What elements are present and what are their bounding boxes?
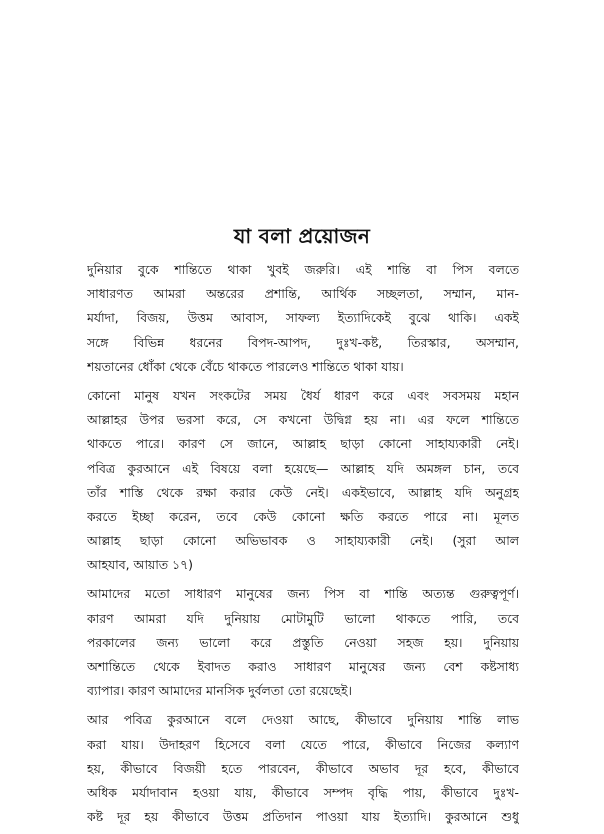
text-line: অধিক মর্যাদাবান হওয়া যায়, কীভাবে সম্পদ বৃদ্ধি পায়, কীভাবে দুঃখ- bbox=[87, 784, 519, 800]
text-line: কারণ আমরা যদি দুনিয়ায় মোটামুটি ভালো থাকতে পারি, তবে bbox=[87, 610, 519, 626]
text-line: আর পবিত্র কুরআনে বলে দেওয়া আছে, কীভাবে দুনিয়ায় শান্তি লাভ bbox=[87, 712, 519, 728]
text-line: দুনিয়ার বুকে শান্তিতে থাকা খুবই জরুরি। এই শান্তি বা পিস বলতে bbox=[87, 262, 519, 277]
text-line: পবিত্র কুরআনে এই বিষয়ে বলা হয়েছে— আল্লাহ যদি অমঙ্গল চান, তবে bbox=[87, 460, 519, 476]
paragraph-1 bbox=[87, 258, 519, 379]
text-line: ব্যাপার। কারণ আমাদের মানসিক দুর্বলতা তো রয়েছেই। bbox=[87, 683, 352, 699]
text-line: আল্লাহর উপর ভরসা করে, সে কখনো উদ্বিগ্ন হয় না। এর ফলে শান্তিতে bbox=[87, 412, 519, 428]
text-line: কোনো মানুষ যখন সংকটের সময় ধৈর্য ধারণ করে এবং সবসময় মহান bbox=[87, 387, 519, 403]
paragraph-4 bbox=[87, 708, 519, 829]
page-title: যা বলা প্রয়োজন bbox=[233, 224, 371, 248]
paragraph-2 bbox=[87, 384, 519, 578]
text-line: শয়তানের ধোঁকা থেকে বেঁচে থাকতে পারলেও শান্তিতে থাকা যায়। bbox=[87, 358, 404, 374]
text-line: তাঁর শাস্তি থেকে রক্ষা করার কেউ নেই। একইভাবে, আল্লাহ যদি অনুগ্রহ bbox=[87, 484, 519, 500]
text-line: থাকতে পারে। কারণ সে জানে, আল্লাহ ছাড়া কোনো সাহায্যকারী নেই। bbox=[87, 436, 519, 452]
text-line: মর্যাদা, বিজয়, উত্তম আবাস, সাফল্য ইত্যাদিকেই বুঝে থাকি। একই bbox=[87, 310, 519, 326]
text-line: কষ্ট দূর হয় কীভাবে উত্তম প্রতিদান পাওয়া যায় ইত্যাদি। কুরআনে শুধু bbox=[87, 809, 519, 825]
text-line: সাধারণত আমরা অন্তরের প্রশান্তি, আর্থিক সচ্ছলতা, সম্মান, মান- bbox=[87, 286, 519, 302]
text-line: আল্লাহ ছাড়া কোনো অভিভাবক ও সাহায্যকারী নেই। (সুরা আল bbox=[87, 533, 519, 549]
text-line: হয়, কীভাবে বিজয়ী হতে পারবেন, কীভাবে অভাব দূর হবে, কীভাবে bbox=[87, 760, 519, 776]
text-line: করতে ইচ্ছা করেন, তবে কেউ কোনো ক্ষতি করতে পারে না। মূলত bbox=[87, 508, 519, 524]
paragraph-3 bbox=[87, 582, 519, 703]
text-line: পরকালের জন্য ভালো করে প্রস্তুতি নেওয়া সহজ হয়। দুনিয়ায় bbox=[87, 634, 519, 650]
text-line: অশান্তিতে থেকে ইবাদত করাও সাধারণ মানুষের জন্য বেশ কষ্টসাধ্য bbox=[87, 659, 519, 674]
text-line: করা যায়। উদাহরণ হিসেবে বলা যেতে পারে, কীভাবে নিজের কল্যাণ bbox=[87, 736, 519, 752]
body-text bbox=[87, 258, 519, 834]
text-line: আহযাব, আয়াত ১৭) bbox=[87, 557, 193, 573]
text-line: সঙ্গে বিভিন্ন ধরনের বিপদ-আপদ, দুঃখ-কষ্ট, তিরস্কার, অসম্মান, bbox=[87, 334, 519, 350]
text-line: আমাদের মতো সাধারণ মানুষের জন্য পিস বা শান্তি অত্যন্ত গুরুত্বপূর্ণ। bbox=[87, 586, 519, 602]
